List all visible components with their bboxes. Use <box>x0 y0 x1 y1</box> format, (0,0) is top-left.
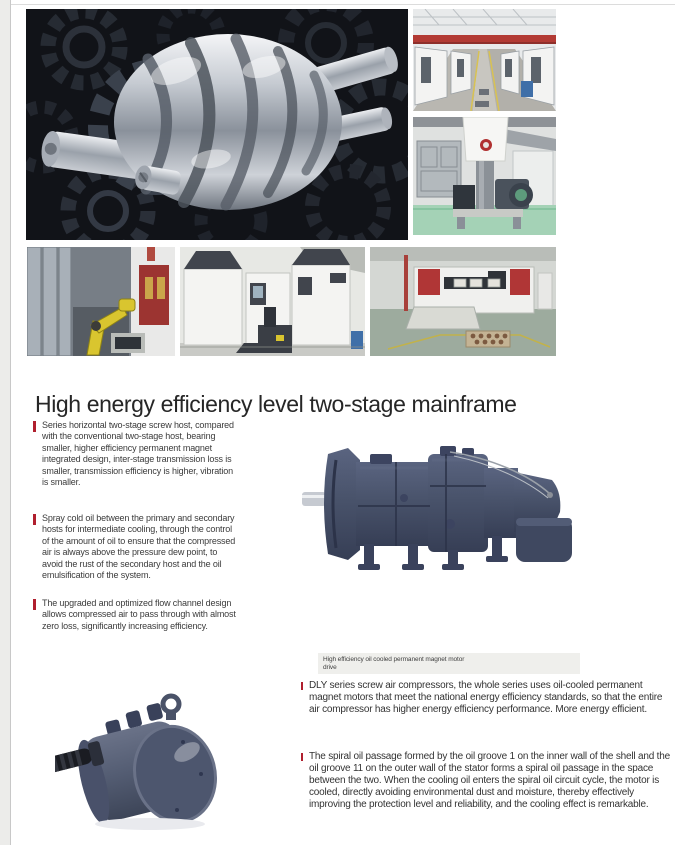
oil-cooled-permanent-magnet-motor-image <box>55 688 235 840</box>
feature-text: DLY series screw air compressors, the whole series uses oil-cooled permanent magnet motors that meet the national energy efficiency standards, so that the entire air compressor has higher energy efficiency performance. More energy efficient. <box>309 680 663 715</box>
feature-item <box>301 680 671 716</box>
cnc-machining-center-photo <box>180 247 365 356</box>
motor-caption-text: High efficiency oil cooled permanent magnet motor drive <box>323 656 465 671</box>
top-border <box>11 4 675 5</box>
feature-item <box>33 598 240 632</box>
feature-text: The upgraded and optimized flow channel design allows compressed air to pass through with almost zero loss, significantly increasing efficiency. <box>42 598 236 631</box>
bullet-marker <box>33 421 36 432</box>
feature-item <box>301 751 671 811</box>
bullet-marker <box>301 753 303 761</box>
feature-text: Series horizontal two-stage screw host, compared with the conventional two-stage host, bearing smaller, higher efficiency permanent magnet integrated design, inter-stage transmission loss is smaller, transmission efficiency is higher, vibration is smaller. <box>42 420 234 488</box>
bullet-marker <box>301 682 303 690</box>
feature-text: Spray cold oil between the primary and secondary hosts for intermediate cooling, through the control of the amount of oil to ensure that the compressed air is always above the pressure dew point, to avoid the rust of the secondary host and the oil emulsification of the system. <box>42 513 236 581</box>
bullet-marker <box>33 599 36 610</box>
feature-text: The spiral oil passage formed by the oil groove 1 on the inner wall of the shell and the oil groove 11 on the outer wall of the stator forms a spiral oil passage in the space between the two. When the cooling oil enters the spiral oil circuit cycle, the motor is cooled, directly avoiding environmental dust and moisture, thereby effectively improving the protection level and reliability, and the cooling effect is remarkable. <box>309 751 670 810</box>
production-line-photo <box>370 247 556 356</box>
feature-item <box>33 420 240 488</box>
factory-hall-photo <box>413 9 556 111</box>
motor-caption <box>318 653 580 674</box>
left-border <box>0 0 11 845</box>
cmm-inspection-photo <box>413 117 556 235</box>
bullet-marker <box>33 514 36 525</box>
feature-item <box>33 513 240 581</box>
twin-screw-rotor-image <box>26 9 408 240</box>
two-stage-mainframe-image <box>300 432 590 574</box>
page-title: High energy efficiency level two-stage mainframe <box>35 391 517 418</box>
robot-machining-cell-photo <box>27 247 175 356</box>
